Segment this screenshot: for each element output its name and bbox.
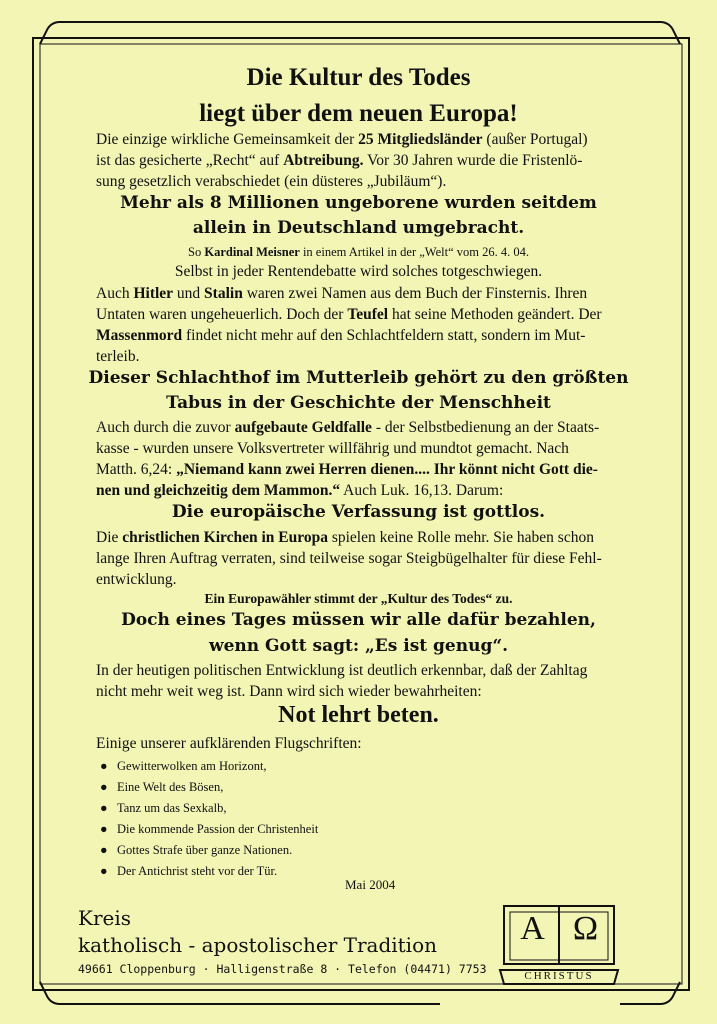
footer-address: 49661 Cloppenburg · Halligenstraße 8 · Telefon (04471) 7753 — [78, 962, 487, 976]
paragraph-line: sung gesetzlich verabschiedet (ein düsteres „Jubiläum“). — [96, 173, 447, 190]
date: Mai 2004 — [345, 877, 396, 892]
list-item: ● Gewitterwolken am Horizont, — [100, 759, 267, 773]
headline: Tabus in der Geschichte der Menschheit — [166, 393, 551, 413]
title-line-2: liegt über dem neuen Europa! — [199, 100, 518, 127]
bullet-icon: ● — [100, 780, 117, 794]
paragraph-line: Auch durch die zuvor aufgebaute Geldfalle - der Selbstbedienung an der Staats- — [96, 419, 600, 436]
list-item: ● Die kommende Passion der Christenheit — [100, 822, 319, 836]
paragraph-line: Die einzige wirkliche Gemeinsamkeit der 25 Mitgliedsländer (außer Portugal) — [96, 131, 588, 148]
bullet-icon: ● — [100, 822, 117, 836]
omega-letter: Ω — [572, 910, 599, 947]
rente-line: Selbst in jeder Rentendebatte wird solches totgeschwiegen. — [174, 263, 543, 280]
paragraph-line: ist das gesicherte „Recht“ auf Abtreibung. Vor 30 Jahren wurde die Fristenlö- — [96, 152, 583, 169]
headline-not-lehrt-beten: Not lehrt beten. — [278, 702, 439, 728]
alpha-letter: A — [520, 910, 545, 947]
headline: wenn Gott sagt: „Es ist genug“. — [208, 636, 509, 656]
paragraph-line: Die christlichen Kirchen in Europa spielen keine Rolle mehr. Sie haben schon — [96, 529, 594, 546]
paragraph-line: In der heutigen politischen Entwicklung ist deutlich erkennbar, daß der Zahltag — [96, 662, 588, 679]
footer-tradition: katholisch - apostolischer Tradition — [78, 933, 437, 957]
bullet-icon: ● — [100, 864, 117, 878]
bullet-icon: ● — [100, 843, 117, 857]
christus-banner: CHRISTUS — [524, 970, 594, 982]
list-item: ● Gottes Strafe über ganze Nationen. — [100, 843, 293, 857]
paragraph-line: nicht mehr weit weg ist. Dann wird sich wieder bewahrheiten: — [96, 683, 482, 700]
paragraph-line: Matth. 6,24: „Niemand kann zwei Herren dienen.... Ihr könnt nicht Gott die- — [96, 461, 598, 478]
footer-kreis: Kreis — [78, 906, 131, 930]
alpha-omega-logo — [498, 898, 620, 990]
paragraph-line: kasse - wurden unsere Volksvertreter willfährig und mundtot gemacht. Nach — [96, 440, 569, 457]
subheadline: Ein Europawähler stimmt der „Kultur des Todes“ zu. — [204, 591, 513, 606]
headline: Doch eines Tages müssen wir alle dafür bezahlen, — [121, 610, 596, 630]
headline: Dieser Schlachthof im Mutterleib gehört zu den größten — [88, 368, 629, 388]
list-item: ● Eine Welt des Bösen, — [100, 780, 224, 794]
paragraph-line: lange Ihren Auftrag verraten, sind teilweise sogar Steigbügelhalter für diese Fehl- — [96, 550, 602, 567]
flyers-intro: Einige unserer aufklärenden Flugschriften: — [96, 735, 362, 752]
paragraph-line: Untaten waren ungeheuerlich. Doch der Teufel hat seine Methoden geändert. Der — [96, 306, 602, 323]
paragraph-line: nen und gleichzeitig dem Mammon.“ Auch Luk. 16,13. Darum: — [96, 482, 504, 499]
headline: allein in Deutschland umgebracht. — [192, 218, 525, 238]
title-line-1: Die Kultur des Todes — [246, 64, 471, 91]
list-item: ● Tanz um das Sexkalb, — [100, 801, 227, 815]
quote-source: So Kardinal Meisner in einem Artikel in der „Welt“ vom 26. 4. 04. — [188, 245, 529, 259]
paragraph-line: entwicklung. — [96, 571, 177, 588]
bullet-icon: ● — [100, 801, 117, 815]
bullet-icon: ● — [100, 759, 117, 773]
paragraph-line: Auch Hitler und Stalin waren zwei Namen aus dem Buch der Finsternis. Ihren — [96, 285, 588, 302]
headline: Mehr als 8 Millionen ungeborene wurden seitdem — [120, 193, 597, 213]
paragraph-line: terleib. — [96, 348, 140, 365]
list-item: ● Der Antichrist steht vor der Tür. — [100, 864, 278, 878]
headline: Die europäische Verfassung ist gottlos. — [171, 502, 546, 522]
paragraph-line: Massenmord findet nicht mehr auf den Schlachtfeldern statt, sondern im Mut- — [96, 327, 586, 344]
